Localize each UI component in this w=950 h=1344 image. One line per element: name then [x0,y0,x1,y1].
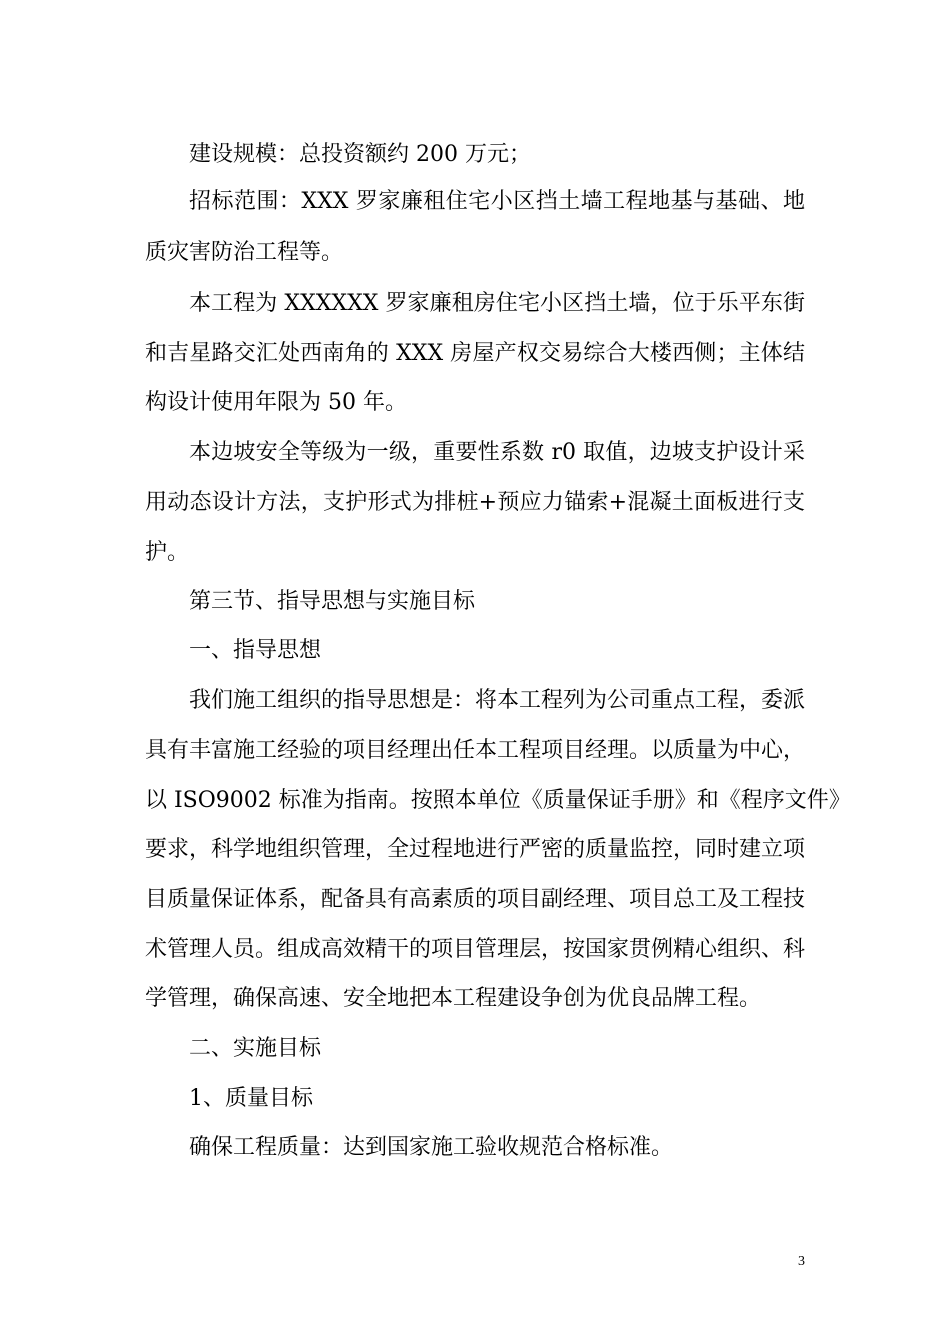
text-line: 我们施工组织的指导思想是：将本工程列为公司重点工程，委派 [189,688,806,713]
text-line: 质灾害防治工程等。 [145,240,344,265]
text-line: 本工程为 XXXXXX 罗家廉租房住宅小区挡土墙，位于乐平东街 [189,291,805,316]
subsection-heading: 二、实施目标 [189,1036,322,1061]
subsection-heading: 一、指导思想 [189,638,322,663]
text-line: 用动态设计方法，支护形式为排桩+预应力锚索+混凝土面板进行支 [145,490,805,515]
text-line: 建设规模：总投资额约 200 万元； [189,142,531,167]
text-line: 招标范围：XXX 罗家廉租住宅小区挡土墙工程地基与基础、地 [189,189,805,214]
text-line: 本边坡安全等级为一级，重要性系数 r0 取值，边坡支护设计采 [189,440,805,465]
text-line: 护。 [145,540,190,565]
text-line: 和吉星路交汇处西南角的 XXX 房屋产权交易综合大楼西侧；主体结 [145,341,805,366]
page-number: 3 [798,1254,805,1269]
subsection-heading: 1、质量目标 [189,1086,313,1111]
text-line: 构设计使用年限为 50 年。 [145,390,407,415]
text-line: 目质量保证体系，配备具有高素质的项目副经理、项目总工及工程技 [145,887,806,912]
text-line: 以 ISO9002 标准为指南。按照本单位《质量保证手册》和《程序文件》 [145,788,851,813]
text-line: 学管理，确保高速、安全地把本工程建设争创为优良品牌工程。 [145,986,762,1011]
text-line: 要求，科学地组织管理，全过程地进行严密的质量监控，同时建立项 [145,837,806,862]
text-line: 具有丰富施工经验的项目经理出任本工程项目经理。以质量为中心， [145,738,806,763]
section-heading: 第三节、指导思想与实施目标 [189,589,476,614]
text-line: 确保工程质量：达到国家施工验收规范合格标准。 [189,1135,674,1160]
text-line: 术管理人员。组成高效精干的项目管理层，按国家贯例精心组织、科 [145,937,806,962]
